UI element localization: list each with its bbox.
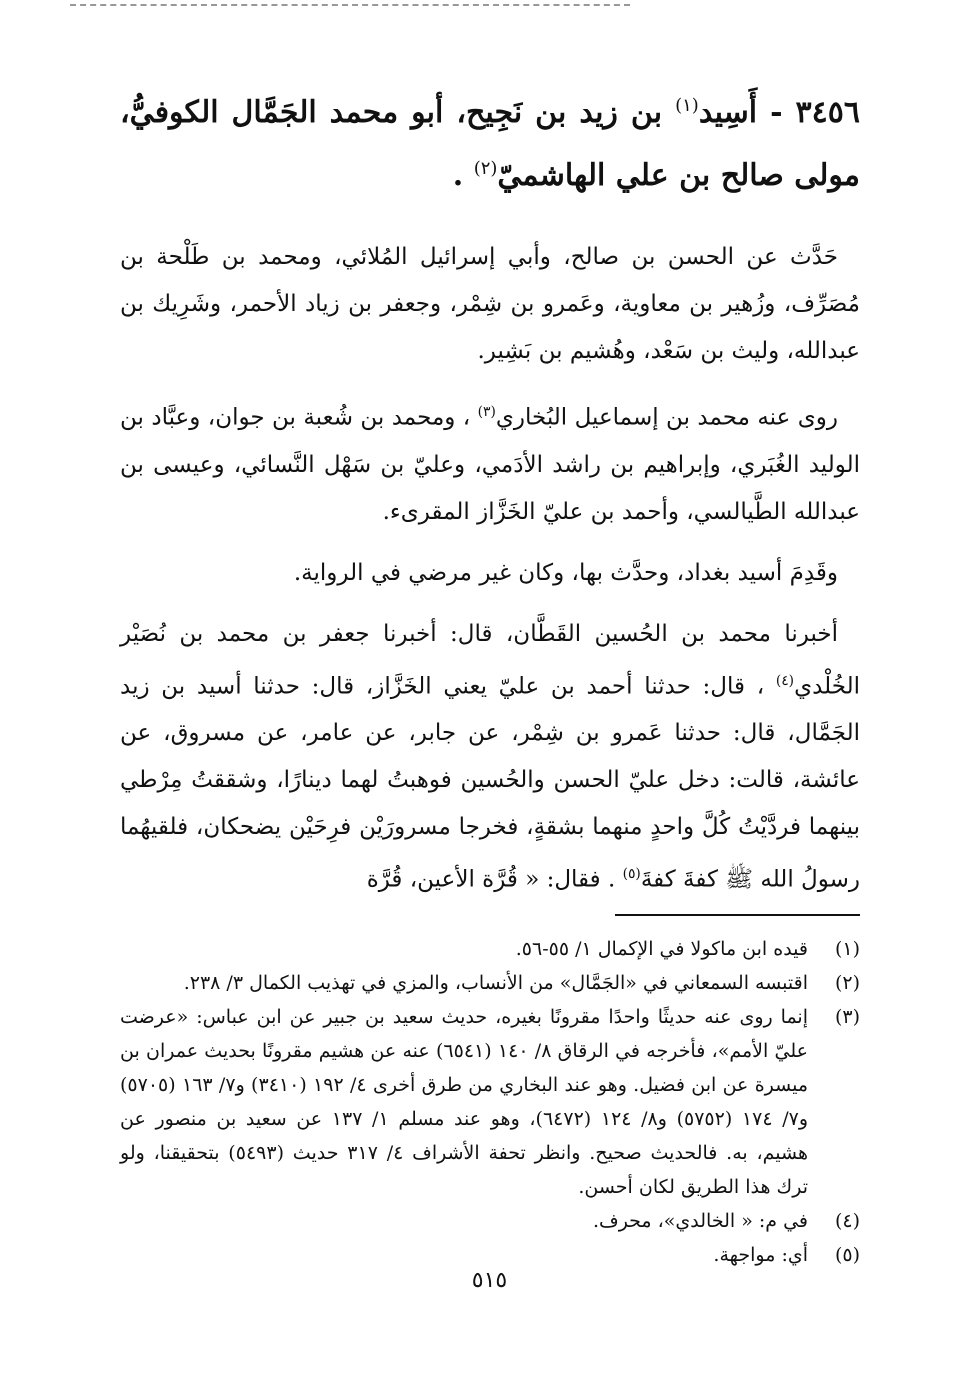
- footnote-ref-1[interactable]: (١): [675, 95, 699, 116]
- footnote-text: أي: مواجهة.: [713, 1243, 808, 1266]
- footnote-number: (٥): [834, 1243, 860, 1266]
- footnote-number: (٢): [834, 971, 860, 994]
- hadith-paragraph: [120, 611, 860, 904]
- teachers-paragraph: حَدَّث عن الحسن بن صالح، وأبي إسرائيل المُلائي، ومحمد بن طَلْحة بن مُصَرِّف، وزُهير بن معاوية، وعَمرو بن شِمْر، وجعفر بن زياد الأحمر، وشَرِيك بن عبدالله، وليث بن سَعْد، وهُشيم بن بَشِير.: [120, 244, 860, 364]
- entry-heading: [120, 78, 860, 204]
- hadith-text-middle: ، قال: حدثنا أحمد بن عليّ يعني الخَزَّاز، قال: حدثنا أسيد بن زيد الجَمَّال، قال: حدثنا عَمرو بن شِمْر، عن جابر، عن عامر، عن مسروق، عن عائشة، قالت: دخل عليّ الحسن والحُسين فوهبتُ لهما دينارًا، وشققتُ مِرْطي بينهما فردَّيْتُ كُلَّ واحدٍ منهما بشقةٍ، فخرجا مسرورَيْن فرِحَيْن يضحكان، فلقيهُما رسولُ الله ﷺ كفةَ كفةَ: [120, 673, 860, 893]
- students-paragraph: [120, 389, 860, 536]
- footnote-item: [120, 1238, 860, 1272]
- footnote-number: (١): [834, 937, 860, 960]
- footnote-text: إنما روى عنه حديثًا واحدًا مقرونًا بغيره، حديث سعيد بن جبير عن ابن عباس: «عرضت عليّ الأمم»، فأخرجه في الرقاق ٨/ ١٤٠ (٦٥٤١) عنه عن هشيم مقرونًا بحديث عمران بن ميسرة عن ابن فضيل. وهو عند البخاري من طرق أخرى ٤/ ١٩٢ (٣٤١٠) و٧/ ١٦٣ (٥٧٠٥) و٧/ ١٧٤ (٥٧٥٢) و٨/ ١٢٤ (٦٤٧٢)، وهو عند مسلم ١/ ١٣٧ عن سعيد بن منصور عن هشيم، به. فالحديث صحيح. وانظر تحفة الأشراف ٤/ ٣١٧ حديث (٥٤٩٣) بتحقيقنا، ولو ترك هذا الطريق لكان أحسن.: [120, 1005, 809, 1198]
- footnote-item: [120, 932, 860, 966]
- entry-number-and-name: ٣٤٥٦ - أَسِيد: [698, 95, 860, 130]
- footnote-item: [120, 966, 860, 1000]
- students-text-rest: ، ومحمد بن شُعبة بن جوان، وعبَّاد بن الوليد الغُبَري، وإبراهيم بن راشد الأدَمي، وعليّ بن سَهْل النَّسائي، وعيسى بن عبدالله الطَّيالسي، وأحمد بن عليّ الخَزَّاز المقرىء.: [120, 404, 860, 525]
- footnote-text: في م: « الخالدي»، محرف.: [592, 1209, 808, 1232]
- entry-heading-end: .: [452, 158, 474, 193]
- footnote-number: (٣): [834, 1005, 860, 1028]
- footnote-text: اقتبسه السمعاني في «الجَمَّال» من الأنساب، والمزي في تهذيب الكمال ٣/ ٢٣٨.: [183, 971, 808, 994]
- hadith-text-start: أخبرنا محمد بن الحُسين القَطَّان، قال: أخبرنا جعفر بن محمد بن نُصَيْر الخُلْدي: [120, 620, 860, 700]
- baghdad-paragraph: وقَدِمَ أسيد بغداد، وحدَّث بها، وكان غير مرضي في الرواية.: [293, 559, 838, 586]
- students-text-start: روى عنه محمد بن إسماعيل البُخاري: [495, 404, 838, 431]
- footnote-item: [120, 1000, 860, 1204]
- footnote-ref-2[interactable]: (٢): [473, 158, 498, 179]
- page-number: ٥١٥: [471, 1268, 508, 1293]
- footnote-ref-3[interactable]: (٣): [477, 404, 496, 420]
- footnote-item: [120, 1204, 860, 1238]
- footnote-divider: [615, 914, 860, 916]
- footnote-ref-4[interactable]: (٤): [775, 672, 795, 689]
- hadith-text-end: . فقال: « قُرَّة الأعين، قُرَّة: [366, 866, 623, 893]
- footnotes-section: [120, 932, 860, 1272]
- document-page: [120, 78, 860, 1272]
- footnote-number: (٤): [834, 1209, 860, 1232]
- scan-edge-marks: [70, 4, 630, 9]
- footnote-text: قيده ابن ماكولا في الإكمال ١/ ٥٥-٥٦.: [515, 937, 808, 960]
- entry-name-rest: بن زيد بن نَجِيح، أبو محمد الجَمَّال الكوفيُّ، مولى صالح بن علي الهاشميّ: [120, 95, 860, 193]
- footnote-ref-5[interactable]: (٥): [622, 866, 641, 883]
